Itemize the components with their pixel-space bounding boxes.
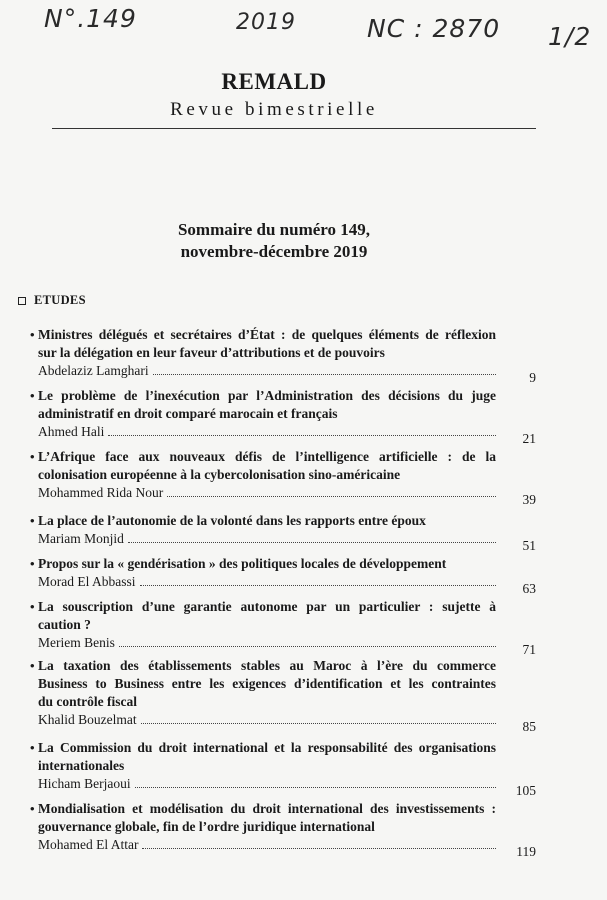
entry-title-line: Business to Business entre les exigences d’identification et les contraintes (38, 676, 496, 691)
author-name: Abdelaziz Lamghari (38, 363, 149, 378)
bullet-icon: • (30, 449, 35, 464)
page-number: 51 (522, 538, 536, 553)
entry-title-line: Mondialisation et modélisation du droit international des investissements : (38, 801, 496, 816)
header-divider (52, 128, 536, 129)
entry-title-line: Ministres délégués et secrétaires d’État : de quelques éléments de réflexion (38, 327, 496, 342)
dot-leader (141, 723, 496, 724)
dot-leader (135, 787, 496, 788)
dot-leader (153, 374, 496, 375)
dot-leader (108, 435, 496, 436)
dot-leader (167, 496, 496, 497)
author-name: Mariam Monjid (38, 531, 124, 546)
journal-title: REMALD (221, 69, 327, 94)
page-number: 21 (522, 431, 536, 446)
page-number: 71 (522, 642, 536, 657)
entry-title (38, 739, 496, 775)
entry-title-line: internationales (38, 758, 125, 773)
author-row (38, 837, 496, 853)
handwritten-page-count: 1/2 (548, 22, 592, 51)
author-row (38, 574, 496, 590)
checkbox-square-icon (18, 297, 26, 305)
bullet-icon: • (30, 513, 35, 528)
bullet-icon: • (30, 327, 35, 342)
bullet-icon: • (30, 556, 35, 571)
entry-title-line: colonisation européenne à la cybercolonisation sino-américaine (38, 467, 401, 482)
section-label: ETUDES (34, 293, 86, 307)
author-name: Khalid Bouzelmat (38, 712, 137, 727)
entry-title-line: administratif en droit comparé marocain et français (38, 406, 338, 421)
handwritten-issue-number: N°.149 (44, 4, 137, 33)
page-number: 9 (529, 370, 536, 385)
page-number: 63 (522, 581, 536, 596)
summary-heading-line1: Sommaire du numéro 149, (177, 220, 371, 239)
handwritten-catalog-number: NC : 2870 (367, 14, 501, 43)
dot-leader (128, 542, 496, 543)
page-number: 119 (516, 844, 536, 859)
author-name: Meriem Benis (38, 635, 115, 650)
author-row (38, 363, 496, 379)
entry-title (38, 326, 496, 362)
author-row (38, 776, 496, 792)
summary-heading-line2: novembre-décembre 2019 (180, 242, 368, 261)
handwritten-year: 2019 (236, 10, 296, 35)
entry-title (38, 555, 496, 573)
author-name: Hicham Berjaoui (38, 776, 131, 791)
author-row (38, 424, 496, 440)
bullet-icon: • (30, 740, 35, 755)
entry-title-line: La Commission du droit international et la responsabilité des organisations (38, 740, 496, 755)
dot-leader (140, 585, 497, 586)
entry-title (38, 387, 496, 423)
entry-title-line: Le problème de l’inexécution par l’Administration des décisions du juge (38, 388, 496, 403)
dot-leader (119, 646, 496, 647)
author-row (38, 712, 496, 728)
entry-title-line: Propos sur la « gendérisation » des politiques locales de développement (38, 556, 447, 571)
author-row (38, 635, 496, 651)
page-number: 105 (515, 783, 536, 798)
page-number: 39 (522, 492, 536, 507)
author-name: Morad El Abbassi (38, 574, 136, 589)
dot-leader (142, 848, 496, 849)
entry-title-line: La taxation des établissements stables au Maroc à l’ère du commerce (38, 658, 496, 673)
entry-title-line: du contrôle fiscal (38, 694, 137, 709)
entry-title (38, 512, 496, 530)
author-name: Ahmed Hali (38, 424, 105, 439)
entry-title (38, 448, 496, 484)
author-name: Mohammed Rida Nour (38, 485, 164, 500)
journal-subtitle: Revue bimestrielle (170, 99, 378, 120)
entry-title (38, 598, 496, 634)
bullet-icon: • (30, 388, 35, 403)
section-heading (18, 293, 86, 308)
entry-title-line: sur la délégation en leur faveur d’attributions et de pouvoirs (38, 345, 385, 360)
entry-title-line: La place de l’autonomie de la volonté dans les rapports entre époux (38, 513, 426, 528)
entry-title-line: L’Afrique face aux nouveaux défis de l’intelligence artificielle : de la (38, 449, 496, 464)
bullet-icon: • (30, 599, 35, 614)
entry-title-line: gouvernance globale, fin de l’ordre juridique international (38, 819, 375, 834)
bullet-icon: • (30, 801, 35, 816)
author-name: Mohamed El Attar (38, 837, 139, 852)
author-row (38, 485, 496, 501)
page-number: 85 (522, 719, 536, 734)
bullet-icon: • (30, 658, 35, 673)
entry-title (38, 657, 496, 711)
entry-title-line: caution ? (38, 617, 91, 632)
author-row (38, 531, 496, 547)
entry-title-line: La souscription d’une garantie autonome par un particulier : sujette à (38, 599, 496, 614)
entry-title (38, 800, 496, 836)
